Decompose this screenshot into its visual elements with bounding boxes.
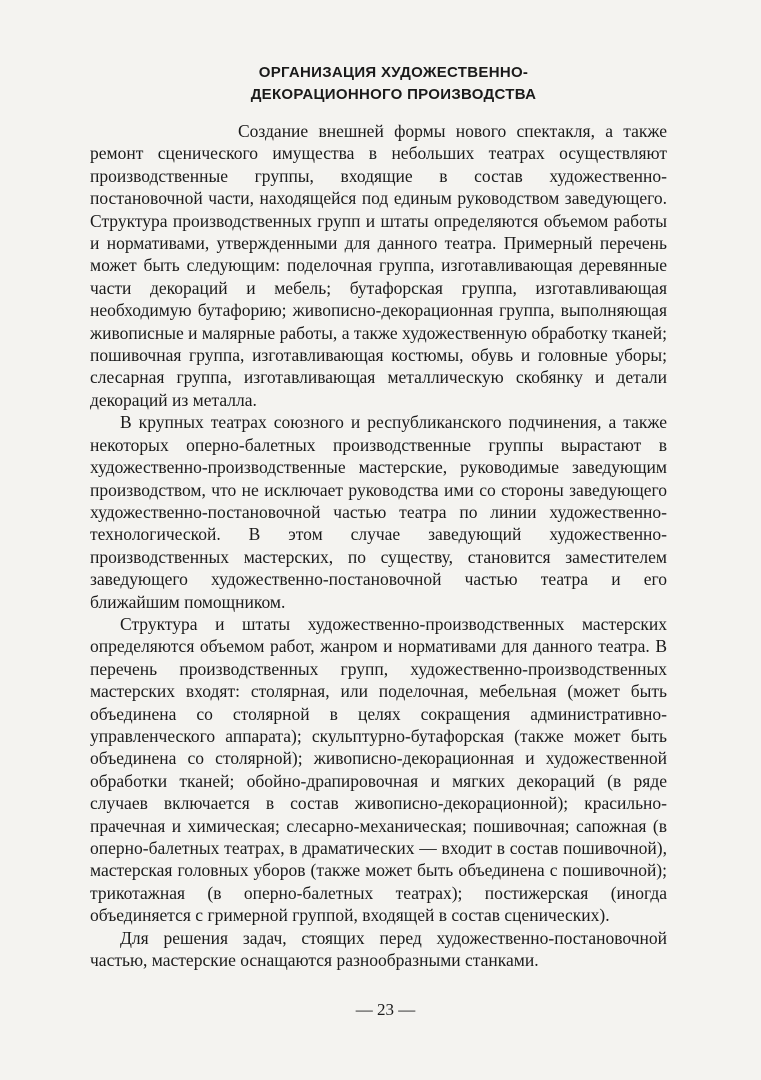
- paragraph-3: Структура и штаты художественно-производственных мастерских определяются объемом работ, жанром и нормативами для данного театра. В перечень производственных групп, художественно-производственных мастерских входят: столярная, или поделочная, мебельная (может быть объединена со столярной в целях сокращения административно-управленческого аппарата); скульптурно-бутафорская (также может быть объединена со столярной); живописно-декорационная и художественной обработки тканей; обойно-драпировочная и мягких декораций (в ряде случаев включается в состав живописно-декорационной); красильно-прачечная и химическая; слесарно-механическая; пошивочная; сапожная (в оперно-балетных театрах, в драматических — входит в состав пошивочной), мастерская головных уборов (также может быть объединена с пошивочной); трикотажная (в оперно-балетных театрах); постижерская (иногда объединяется с гримерной группой, входящей в состав сценических).: [90, 613, 667, 926]
- body-text: [90, 120, 667, 971]
- chapter-title-line-2: ДЕКОРАЦИОННОГО ПРОИЗВОДСТВА: [250, 86, 537, 103]
- paragraph-1: Создание внешней формы нового спектакля, а также ремонт сценического имущества в небольших театрах осуществляют производственные группы, входящие в состав художественно-постановочной части, находящейся под единым руководством заведующего. Структура производственных групп и штаты определяются объемом работы и нормативами, утвержденными для данного театра. Примерный перечень может быть следующим: поделочная группа, изготавливающая деревянные части декораций и мебель; бутафорская группа, изготавливающая необходимую бутафорию; живописно-декорационная группа, выполняющая живописные и малярные работы, а также художественную обработку тканей; пошивочная группа, изготавливающая костюмы, обувь и головные уборы; слесарная группа, изготавливающая металлическую скобянку и детали декораций из металла.: [90, 121, 667, 410]
- chapter-title: [90, 62, 667, 106]
- paragraph-2: В крупных театрах союзного и республиканского подчинения, а также некоторых оперно-балетных производственные группы вырастают в художественно-производственные мастерские, руководимые заведующим производством, что не исключает руководства ими со стороны заведующего художественно-постановочной частью театра по линии художественно-технологической. В этом случае заведующий художественно-производственных мастерских, по существу, становится заместителем заведующего художественно-постановочной частью театра и его ближайшим помощником.: [90, 412, 667, 612]
- chapter-title-line-1: ОРГАНИЗАЦИЯ ХУДОЖЕСТВЕННО-: [258, 64, 529, 81]
- paragraph-4: Для решения задач, стоящих перед художественно-постановочной частью, мастерские оснащаются разнообразными станками.: [90, 927, 667, 971]
- page-number: — 23 —: [355, 1000, 416, 1019]
